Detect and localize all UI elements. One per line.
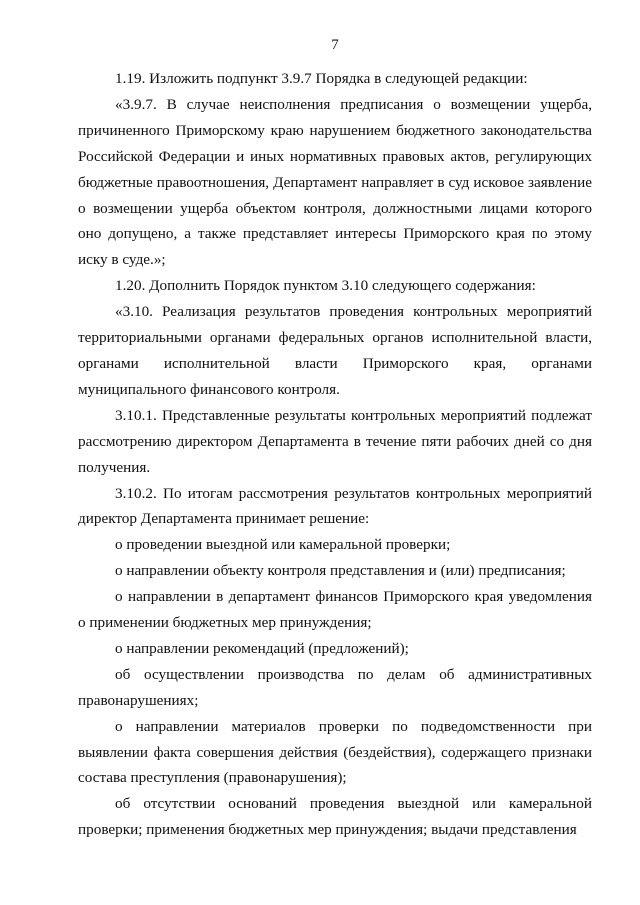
decision-item: о направлении материалов проверки по подведомственности при выявлении факта совершения действия (бездействия), содержащего признаки состава преступления (правонарушения); [78,717,592,787]
paragraph-1-20: 1.20. Дополнить Порядок пунктом 3.10 следующего содержания: [115,277,536,295]
paragraph-3-10-2: 3.10.2. По итогам рассмотрения результатов контрольных мероприятий директор Департамента принимает решение: [78,484,592,528]
page-number: 7 [331,37,339,53]
decision-item: о направлении в департамент финансов Приморского края уведомления о применении бюджетных мер принуждения; [78,588,592,632]
paragraph-3-9-7: «3.9.7. В случае неисполнения предписания о возмещении ущерба, причиненного Приморскому краю нарушением бюджетного законодательства Российской Федерации и иных нормативных правовых актов, регулирующих бюджетные правоотношения, Департамент направляет в суд исковое заявление о возмещении ущерба объектом контроля, должностными лицами которого оно допущено, а также представляет интересы Приморского края по этому иску в суде.»; [78,95,592,269]
document-page [78,0,592,905]
decision-item: об отсутствии оснований проведения выездной или камеральной проверки; применения бюджетных мер принуждения; выдачи представления [78,795,592,839]
paragraph-3-10-1: 3.10.1. Представленные результаты контрольных мероприятий подлежат рассмотрению директором Департамента в течение пяти рабочих дней со дня получения. [78,406,592,476]
decision-item: о направлении объекту контроля представления и (или) предписания; [115,562,566,580]
paragraph-1-19: 1.19. Изложить подпункт 3.9.7 Порядка в следующей редакции: [115,70,528,87]
paragraph-3-10: «3.10. Реализация результатов проведения контрольных мероприятий территориальными органами федеральных органов исполнительной власти, органами исполнительной власти Приморского края, органами муниципального финансового контроля. [78,303,592,398]
decision-item: о направлении рекомендаций (предложений); [115,639,409,657]
document-body [78,66,592,843]
decision-item: о проведении выездной или камеральной проверки; [115,536,451,554]
decision-item: об осуществлении производства по делам об административных правонарушениях; [78,665,592,709]
